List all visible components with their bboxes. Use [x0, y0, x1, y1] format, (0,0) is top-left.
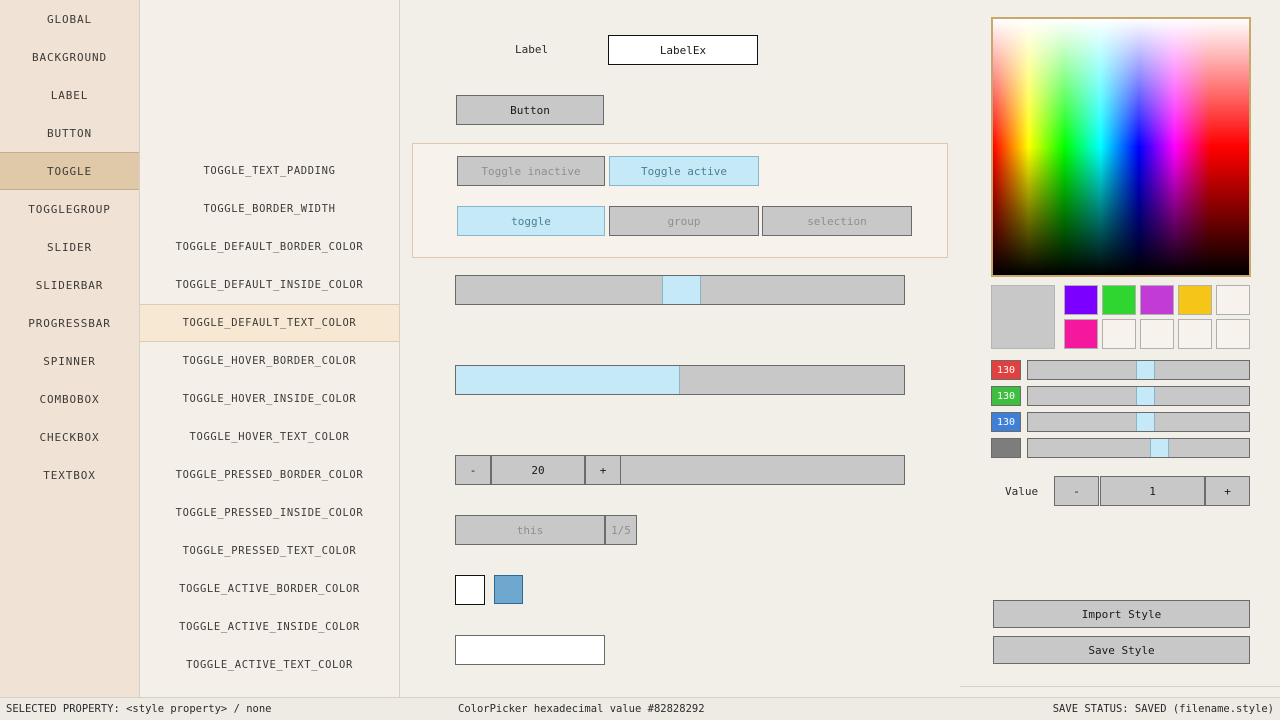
- preview-panel: [400, 0, 960, 697]
- property-item-toggle-border-width[interactable]: [140, 190, 399, 228]
- blue-value[interactable]: 130: [991, 412, 1021, 432]
- category-label: SLIDERBAR: [35, 278, 104, 292]
- palette-swatch[interactable]: [1102, 285, 1136, 315]
- category-item-toggle[interactable]: [0, 152, 139, 190]
- category-label: BACKGROUND: [31, 50, 108, 64]
- category-item-slider[interactable]: [0, 228, 139, 266]
- toggle-active-label: Toggle active: [640, 164, 728, 178]
- property-item-toggle-default-text-color[interactable]: [140, 304, 399, 342]
- selected-color-swatch[interactable]: [991, 285, 1055, 349]
- preview-slider[interactable]: [455, 275, 905, 305]
- category-label: TOGGLE: [46, 164, 92, 178]
- red-slider[interactable]: [1027, 360, 1250, 380]
- value-caption: Value: [1005, 485, 1039, 498]
- category-item-togglegroup[interactable]: [0, 190, 139, 228]
- save-style-button[interactable]: [993, 636, 1250, 664]
- slider-knob[interactable]: [662, 276, 701, 304]
- property-label: TOGGLE_PRESSED_BORDER_COLOR: [175, 469, 364, 481]
- property-item-toggle-active-inside-color[interactable]: [140, 608, 399, 646]
- property-label: TOGGLE_ACTIVE_BORDER_COLOR: [179, 583, 360, 595]
- category-item-background[interactable]: [0, 38, 139, 76]
- category-label: TOGGLEGROUP: [28, 202, 111, 216]
- togglegroup-item-group[interactable]: [609, 206, 759, 236]
- property-label: TOGGLE_DEFAULT_BORDER_COLOR: [175, 241, 364, 253]
- category-item-label[interactable]: [0, 76, 139, 114]
- value-decrement-button[interactable]: [1054, 476, 1099, 506]
- togglegroup-item-toggle[interactable]: [457, 206, 605, 236]
- preview-sliderbar[interactable]: [455, 365, 905, 395]
- category-item-sliderbar[interactable]: [0, 266, 139, 304]
- color-saturation-value-field[interactable]: [992, 18, 1250, 276]
- property-list: [140, 0, 400, 697]
- category-label: CHECKBOX: [39, 430, 100, 444]
- property-item-toggle-default-inside-color[interactable]: [140, 266, 399, 304]
- blue-slider-knob[interactable]: [1136, 413, 1155, 431]
- palette-swatch[interactable]: [1064, 285, 1098, 315]
- spinner-minus-label: -: [469, 463, 477, 477]
- property-item-toggle-hover-inside-color[interactable]: [140, 380, 399, 418]
- palette-swatch[interactable]: [1178, 319, 1212, 349]
- palette-swatch[interactable]: [1064, 319, 1098, 349]
- property-item-toggle-pressed-inside-color[interactable]: [140, 494, 399, 532]
- channel-row-green: [991, 386, 1250, 406]
- spinner-increment-button[interactable]: [585, 455, 621, 485]
- property-label: TOGGLE_DEFAULT_INSIDE_COLOR: [175, 279, 364, 291]
- red-slider-knob[interactable]: [1136, 361, 1155, 379]
- value-field[interactable]: [1100, 476, 1205, 506]
- property-item-toggle-hover-text-color[interactable]: [140, 418, 399, 456]
- property-label: TOGGLE_ACTIVE_TEXT_COLOR: [186, 659, 353, 671]
- togglegroup-item-label: group: [667, 214, 701, 228]
- category-item-textbox[interactable]: [0, 456, 139, 494]
- label-caption: Label: [515, 43, 549, 56]
- category-item-checkbox[interactable]: [0, 418, 139, 456]
- value-plus-label: +: [1224, 484, 1231, 498]
- preview-button[interactable]: [456, 95, 604, 125]
- spinner-plus-label: +: [599, 463, 607, 477]
- property-item-toggle-pressed-text-color[interactable]: [140, 532, 399, 570]
- channel-row-alpha: [991, 438, 1250, 458]
- label-textbox-value: LabelEx: [659, 43, 707, 57]
- green-slider-knob[interactable]: [1136, 387, 1155, 405]
- palette-swatch[interactable]: [1140, 285, 1174, 315]
- channel-row-red: [991, 360, 1250, 380]
- green-value[interactable]: 130: [991, 386, 1021, 406]
- alpha-slider[interactable]: [1027, 438, 1250, 458]
- category-label: SLIDER: [46, 240, 92, 254]
- channel-row-blue: [991, 412, 1250, 432]
- checkbox-checked[interactable]: [494, 575, 523, 604]
- right-panel-divider: [960, 686, 1280, 687]
- blue-slider[interactable]: [1027, 412, 1250, 432]
- preview-textbox[interactable]: [455, 635, 605, 665]
- category-label: GLOBAL: [46, 12, 92, 26]
- category-label: COMBOBOX: [39, 392, 100, 406]
- property-label: TOGGLE_TEXT_PADDING: [203, 165, 336, 177]
- toggle-inactive-label: Toggle inactive: [481, 164, 581, 178]
- palette-swatch[interactable]: [1102, 319, 1136, 349]
- property-item-toggle-active-border-color[interactable]: [140, 570, 399, 608]
- category-label: BUTTON: [46, 126, 92, 140]
- red-value[interactable]: 130: [991, 360, 1021, 380]
- status-bar: [0, 697, 1280, 720]
- palette-swatch[interactable]: [1216, 319, 1250, 349]
- category-item-combobox[interactable]: [0, 380, 139, 418]
- alpha-value[interactable]: [991, 438, 1021, 458]
- toggle-active-button[interactable]: [609, 156, 759, 186]
- property-item-toggle-default-border-color[interactable]: [140, 228, 399, 266]
- spinner-decrement-button[interactable]: [455, 455, 491, 485]
- property-label: TOGGLE_DEFAULT_TEXT_COLOR: [182, 317, 357, 329]
- property-label: TOGGLE_HOVER_BORDER_COLOR: [182, 355, 357, 367]
- combobox-count-label: 1/5: [611, 523, 631, 537]
- category-item-spinner[interactable]: [0, 342, 139, 380]
- togglegroup-item-label: selection: [807, 214, 867, 228]
- alpha-slider-knob[interactable]: [1150, 439, 1169, 457]
- sliderbar-fill: [456, 366, 680, 394]
- green-slider[interactable]: [1027, 386, 1250, 406]
- spinner-value: 20: [531, 463, 545, 477]
- property-item-toggle-text-padding[interactable]: [140, 152, 399, 190]
- property-label: TOGGLE_PRESSED_TEXT_COLOR: [182, 545, 357, 557]
- preview-button-label: Button: [510, 103, 550, 117]
- category-label: SPINNER: [43, 354, 96, 368]
- property-label: TOGGLE_PRESSED_INSIDE_COLOR: [175, 507, 364, 519]
- property-item-toggle-active-text-color[interactable]: [140, 646, 399, 684]
- import-style-button[interactable]: [993, 600, 1250, 628]
- toggle-preview-group: [412, 143, 948, 258]
- value-current: 1: [1149, 484, 1156, 498]
- combobox-value-label: this: [516, 523, 544, 537]
- togglegroup-item-label: toggle: [511, 214, 551, 228]
- category-item-global[interactable]: [0, 0, 139, 38]
- property-list-spacer: [140, 0, 399, 152]
- status-save-status: SAVE STATUS: SAVED (filename.style): [1052, 703, 1274, 715]
- value-minus-label: -: [1073, 484, 1080, 498]
- property-item-toggle-pressed-border-color[interactable]: [140, 456, 399, 494]
- value-increment-button[interactable]: [1205, 476, 1250, 506]
- combobox-value[interactable]: [455, 515, 605, 545]
- colorpicker-panel: [960, 0, 1280, 697]
- label-textbox[interactable]: [608, 35, 758, 65]
- property-item-toggle-hover-border-color[interactable]: [140, 342, 399, 380]
- checkbox-unchecked[interactable]: [455, 575, 485, 605]
- palette-swatch[interactable]: [1140, 319, 1174, 349]
- category-item-button[interactable]: [0, 114, 139, 152]
- category-label: LABEL: [50, 88, 89, 102]
- category-item-progressbar[interactable]: [0, 304, 139, 342]
- toggle-inactive-button[interactable]: [457, 156, 605, 186]
- palette-grid: [1064, 285, 1250, 349]
- category-label: PROGRESSBAR: [28, 316, 111, 330]
- combobox-count[interactable]: [605, 515, 637, 545]
- status-selected-property: SELECTED PROPERTY: <style property> / none: [6, 703, 272, 715]
- palette-swatch[interactable]: [1216, 285, 1250, 315]
- togglegroup-item-selection[interactable]: [762, 206, 912, 236]
- import-style-label: Import Style: [1081, 607, 1162, 621]
- save-style-label: Save Style: [1088, 643, 1155, 657]
- palette-swatch[interactable]: [1178, 285, 1212, 315]
- property-label: TOGGLE_HOVER_INSIDE_COLOR: [182, 393, 357, 405]
- property-label: TOGGLE_BORDER_WIDTH: [203, 203, 336, 215]
- category-list: [0, 0, 140, 697]
- spinner-value-field[interactable]: [491, 455, 585, 485]
- category-label: TEXTBOX: [43, 468, 96, 482]
- property-label: TOGGLE_HOVER_TEXT_COLOR: [189, 431, 350, 443]
- status-colorpicker-hex: ColorPicker hexadecimal value #82828292: [458, 703, 705, 715]
- property-label: TOGGLE_ACTIVE_INSIDE_COLOR: [179, 621, 360, 633]
